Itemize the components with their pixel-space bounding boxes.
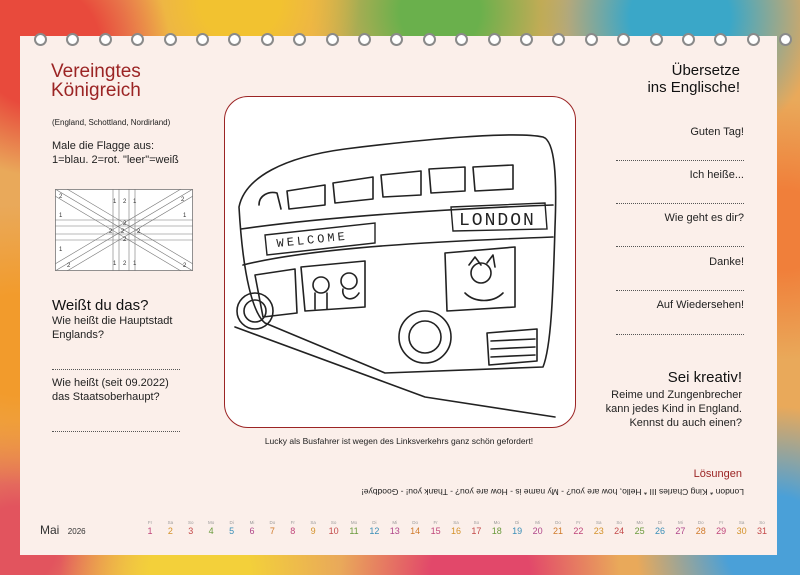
binding-ring	[358, 33, 371, 46]
flag-number: 1	[133, 199, 137, 205]
question-2	[52, 376, 169, 404]
calendar-weekday: So	[616, 520, 622, 525]
calendar-day: 9	[310, 526, 316, 536]
calendar-day: 24	[614, 526, 625, 536]
flag-number: 1	[59, 213, 63, 219]
calendar-weekday: Do	[269, 520, 276, 525]
flag-number: 1	[113, 261, 117, 267]
calendar-weekday: Do	[697, 520, 704, 525]
question-2-line-1: Wie heißt (seit 09.2022)	[52, 377, 169, 389]
bus-side-sign: LONDON	[459, 211, 536, 231]
flag-number: 1	[133, 261, 137, 267]
binding-ring	[164, 33, 177, 46]
calendar-day: 27	[675, 526, 686, 536]
flag-number: 1	[113, 199, 117, 205]
quiz-heading: Weißt du das?	[52, 297, 149, 314]
calendar-day: 8	[290, 526, 296, 536]
year: 2026	[67, 527, 86, 536]
phrase-2: Ich heiße...	[689, 169, 744, 181]
calendar-weekday: Do	[555, 520, 561, 525]
calendar-weekday: Di	[657, 520, 663, 525]
calendar-day: 19	[512, 526, 523, 536]
flag-number: 2	[67, 263, 71, 269]
translate-heading-line-1: Übersetze	[671, 62, 740, 79]
calendar-weekday: Di	[229, 520, 234, 525]
flag-number: 2	[123, 199, 127, 205]
calendar-day: 3	[188, 526, 194, 536]
calendar-weekday: So	[330, 520, 337, 525]
bus-illustration	[225, 97, 575, 427]
calendar-weekday: Mi	[678, 520, 683, 525]
binding-ring	[99, 33, 112, 46]
calendar-day: 2	[167, 526, 173, 536]
flag-instruction	[52, 139, 179, 167]
binding-ring	[779, 33, 792, 46]
calendar-weekday: Mo	[636, 520, 643, 525]
calendar-weekday: Fr	[576, 520, 581, 525]
creative-line-2: kann jedes Kind in England.	[605, 403, 742, 415]
calendar-day: 13	[389, 526, 400, 536]
calendar-day: 11	[349, 526, 359, 536]
creative-heading: Sei kreativ!	[667, 369, 742, 386]
binding-ring	[261, 33, 274, 46]
calendar-month	[40, 521, 86, 539]
calendar-weekday: Fr	[433, 520, 438, 525]
calendar-weekday: So	[759, 520, 765, 525]
flag-number: 2	[121, 229, 125, 235]
calendar-day: 30	[736, 526, 747, 536]
calendar-weekday: Sa	[596, 520, 602, 525]
binding-ring	[650, 33, 663, 46]
binding-ring	[34, 33, 47, 46]
flag-number: 2	[137, 229, 141, 235]
binding-ring	[520, 33, 533, 46]
calendar-day: 16	[450, 526, 461, 536]
calendar-day: 25	[634, 526, 645, 536]
flag-number: 2	[59, 194, 63, 200]
flag-instruction-line-1: Male die Flagge aus:	[52, 140, 155, 152]
page-title	[51, 62, 141, 100]
phrase-3: Wie geht es dir?	[664, 212, 744, 224]
calendar-weekday: Di	[515, 520, 520, 525]
month-name: Mai	[40, 523, 60, 537]
calendar-day: 28	[695, 526, 706, 536]
phrase-1: Guten Tag!	[690, 126, 744, 138]
title-line-2: Königreich	[51, 80, 141, 101]
flag-number: 2	[109, 229, 113, 235]
union-jack-outline	[55, 189, 193, 271]
binding-ring	[326, 33, 339, 46]
flag-number: 2	[123, 221, 127, 227]
calendar-day: 7	[269, 526, 275, 536]
creative-line-1: Reime und Zungenbrecher	[611, 389, 742, 401]
binding-ring	[682, 33, 695, 46]
binding-ring	[747, 33, 760, 46]
flag-number: 1	[59, 247, 63, 253]
bus-illustration-frame	[224, 96, 576, 428]
calendar-weekday: Mo	[350, 520, 358, 525]
binding-ring	[423, 33, 436, 46]
calendar-day: 26	[654, 526, 665, 536]
binding-ring	[585, 33, 598, 46]
calendar-day: 5	[229, 526, 235, 536]
phrase-4: Danke!	[709, 256, 744, 268]
calendar-weekday: Mo	[208, 520, 215, 525]
question-1-line-1: Wie heißt die Hauptstadt	[52, 315, 173, 327]
calendar-weekday: So	[473, 520, 480, 525]
flag-instruction-line-2: 1=blau. 2=rot. "leer"=weiß	[52, 154, 179, 166]
calendar-weekday: Fr	[290, 520, 295, 525]
calendar-weekday: Mo	[493, 520, 500, 525]
calendar-day: 21	[552, 526, 563, 536]
flag-number: 2	[123, 237, 127, 243]
calendar-day: 17	[471, 526, 482, 536]
subtitle: (England, Schottland, Nordirland)	[52, 118, 171, 127]
question-2-line-2: das Staatsoberhaupt?	[52, 391, 160, 403]
calendar-day: 6	[249, 526, 255, 536]
calendar-day: 29	[716, 526, 727, 536]
answer-line-1[interactable]	[52, 369, 180, 370]
binding-ring	[488, 33, 501, 46]
answer-line-2[interactable]	[52, 431, 180, 432]
phrase-4-answer-line[interactable]	[616, 290, 744, 291]
phrase-1-answer-line[interactable]	[616, 160, 744, 161]
phrase-5-answer-line[interactable]	[616, 334, 744, 335]
phrase-2-answer-line[interactable]	[616, 203, 744, 204]
translate-heading-line-2: ins Englische!	[647, 79, 740, 96]
calendar-weekday: Do	[412, 520, 419, 525]
calendar-weekday: So	[188, 520, 194, 525]
calendar-weekday: Sa	[453, 520, 459, 525]
title-line-1: Vereingtes	[51, 61, 141, 82]
phrase-5: Auf Wiedersehen!	[656, 299, 744, 311]
solutions-heading: Lösungen	[693, 468, 742, 480]
calendar-weekday: Mi	[392, 520, 398, 525]
flag-number: 2	[123, 261, 127, 267]
solutions-text-upside-down: London * King Charles III * Hello, how are you? - My name is - How are you? - Thank you! - Goodbye!	[361, 487, 744, 497]
flag-number: 2	[181, 197, 185, 203]
calendar-weekday: Mi	[535, 520, 540, 525]
calendar-day: 18	[491, 526, 502, 536]
calendar-weekday: Mi	[249, 520, 255, 525]
calendar-weekday: Sa	[167, 520, 174, 525]
calendar-day: 20	[532, 526, 543, 536]
calendar-day: 10	[328, 526, 339, 536]
phrase-3-answer-line[interactable]	[616, 246, 744, 247]
flag-number: 2	[183, 263, 187, 269]
calendar-weekday: Sa	[310, 520, 316, 525]
question-1	[52, 314, 172, 342]
calendar-weekday: Di	[372, 520, 377, 525]
calendar-day: 15	[430, 526, 441, 536]
illustration-caption: Lucky als Busfahrer ist wegen des Linksverkehrs ganz schön gefordert!	[264, 436, 534, 446]
question-1-line-2: Englands?	[52, 329, 104, 341]
calendar-day: 23	[593, 526, 604, 536]
calendar-day: 22	[573, 526, 584, 536]
calendar-day: 14	[410, 526, 421, 536]
calendar-day: 12	[369, 526, 380, 536]
calendar-day: 1	[147, 526, 153, 536]
calendar-day: 4	[208, 526, 214, 536]
calendar-day: 31	[756, 526, 767, 536]
flag-number: 1	[183, 213, 187, 219]
creative-line-3: Kennst du auch einen?	[629, 417, 742, 429]
translate-heading	[560, 62, 740, 96]
creative-text	[560, 388, 742, 430]
binding-ring	[196, 33, 209, 46]
calendar-weekday: Fr	[147, 520, 153, 525]
bus-front-sign: WELCOME	[275, 229, 349, 251]
calendar-weekday: Fr	[719, 520, 724, 525]
calendar-weekday: Sa	[738, 520, 745, 525]
